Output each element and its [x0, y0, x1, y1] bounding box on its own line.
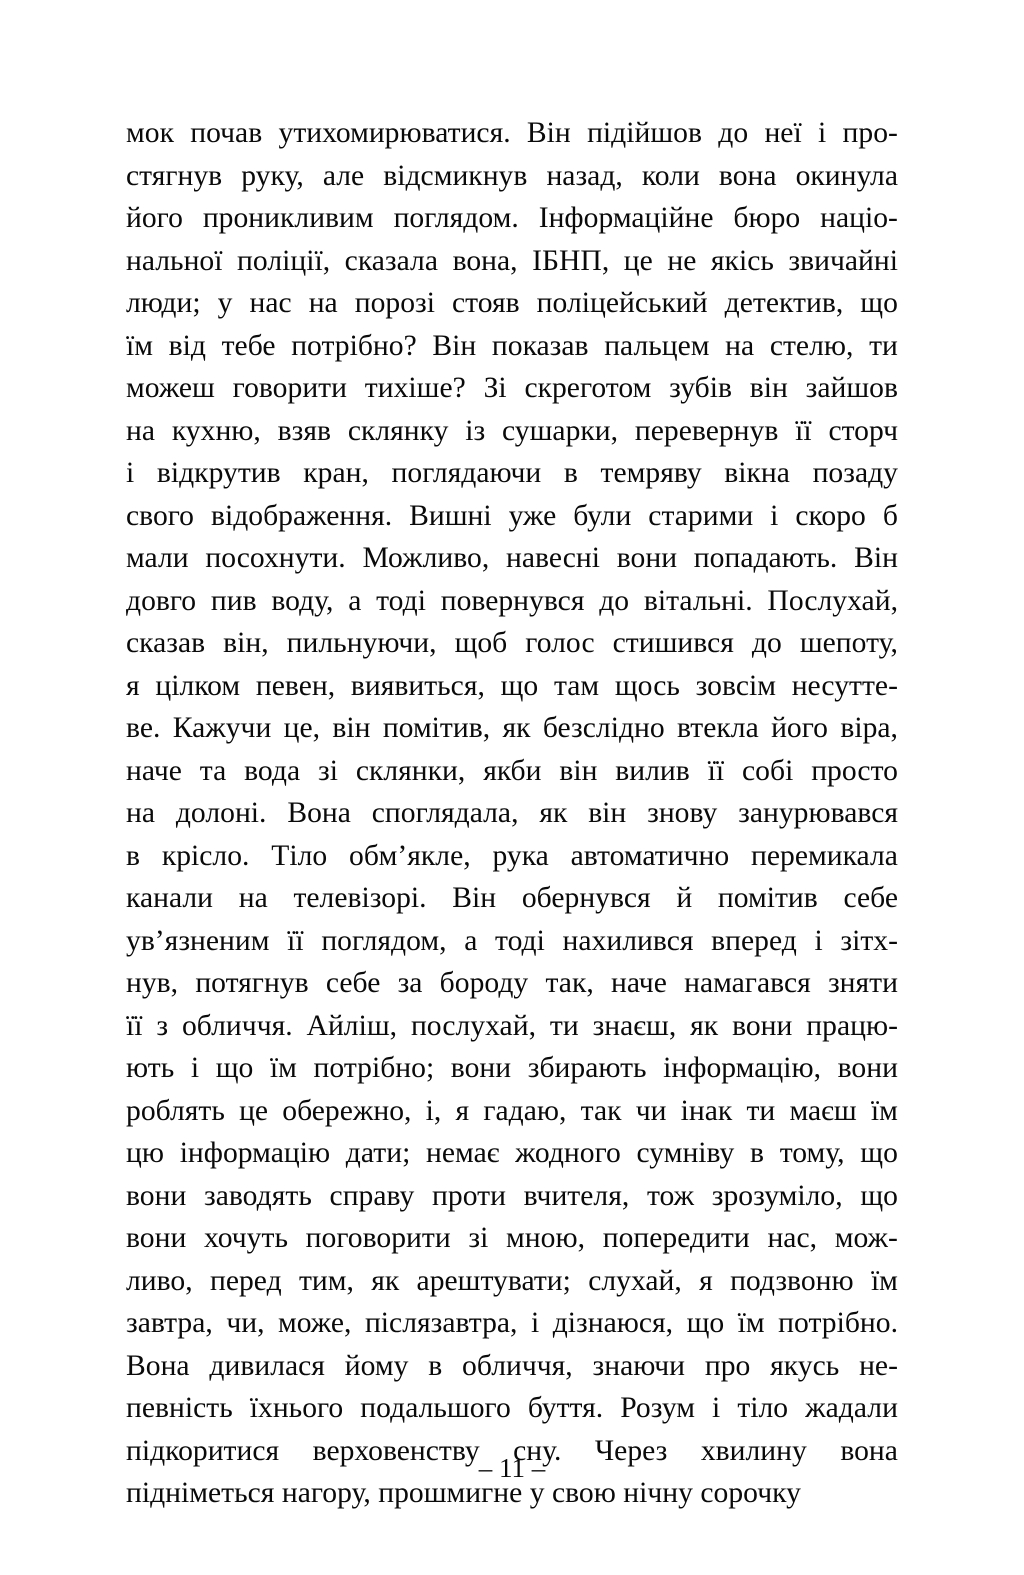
body-line: вони заводять справу проти вчителя, тож зрозуміло, що	[126, 1179, 898, 1212]
body-line: Вона дивилася йому в обличчя, знаючи про якусь не-	[126, 1349, 898, 1382]
body-line: нальної поліції, сказала вона, ІБНП, це не якісь звичайні	[126, 244, 898, 277]
body-text-block	[126, 112, 898, 1515]
body-line: ве. Кажучи це, він помітив, як безслідно втекла його віра,	[126, 712, 898, 744]
body-line: вони хочуть поговорити зі мною, попередити нас, мож-	[126, 1222, 898, 1254]
body-line: певність їхнього подальшого буття. Розум і тіло жадали	[126, 1392, 898, 1424]
body-line: я цілком певен, виявиться, що там щось зовсім несутте-	[126, 669, 898, 702]
body-line: ув’язненим її поглядом, а тоді нахилився вперед і зітх-	[126, 924, 898, 957]
body-line: його проникливим поглядом. Інформаційне бюро націо-	[126, 202, 898, 234]
body-line: свого відображення. Вишні уже були старими і скоро б	[126, 499, 898, 532]
body-line: наче та вода зі склянки, якби він вилив її собі просто	[126, 754, 898, 787]
body-line: люди; у нас на порозі стояв поліцейський детектив, що	[126, 287, 898, 319]
body-line: цю інформацію дати; немає жодного сумніву в тому, що	[126, 1137, 898, 1169]
body-line: її з обличчя. Айліш, послухай, ти знаєш, як вони працю-	[126, 1009, 898, 1042]
body-line: на кухню, взяв склянку із сушарки, перевернув її сторч	[126, 414, 898, 447]
body-line: в крісло. Тіло обм’якле, рука автоматично перемикала	[126, 839, 898, 872]
body-line: їм від тебе потрібно? Він показав пальцем на стелю, ти	[126, 329, 898, 362]
body-line: на долоні. Вона споглядала, як він знову занурювався	[126, 797, 898, 829]
body-line: нув, потягнув себе за бороду так, наче намагався зняти	[126, 967, 898, 999]
body-line: довго пив воду, а тоді повернувся до вітальні. Послухай,	[126, 584, 898, 617]
body-line: ливо, перед тим, як арештувати; слухай, я подзвоню їм	[126, 1264, 898, 1297]
page-number: – 11 –	[478, 1453, 546, 1483]
body-line: підкоритися верховенству сну. Через хвилину вона	[126, 1434, 898, 1467]
body-line: і відкрутив кран, поглядаючи в темряву вікна позаду	[126, 457, 898, 489]
body-line: можеш говорити тихіше? Зі скреготом зубів він зайшов	[126, 372, 898, 404]
body-line: мали посохнути. Можливо, навесні вони попадають. Він	[126, 542, 898, 574]
body-line: мок почав утихомирюватися. Він підійшов до неї і про-	[126, 117, 898, 149]
body-line: сказав він, пильнуючи, щоб голос стишився до шепоту,	[126, 627, 898, 659]
body-line: підніметься нагору, прошмигне у свою нічну сорочку	[126, 1477, 801, 1509]
body-line: стягнув руку, але відсмикнув назад, коли вона окинула	[126, 159, 898, 192]
body-line: завтра, чи, може, післязавтра, і дізнаюся, що їм потрібно.	[126, 1307, 898, 1339]
body-line: канали на телевізорі. Він обернувся й помітив себе	[126, 882, 898, 914]
body-line: роблять це обережно, і, я гадаю, так чи інак ти маєш їм	[126, 1094, 898, 1127]
body-line: ють і що їм потрібно; вони збирають інформацію, вони	[126, 1052, 898, 1084]
